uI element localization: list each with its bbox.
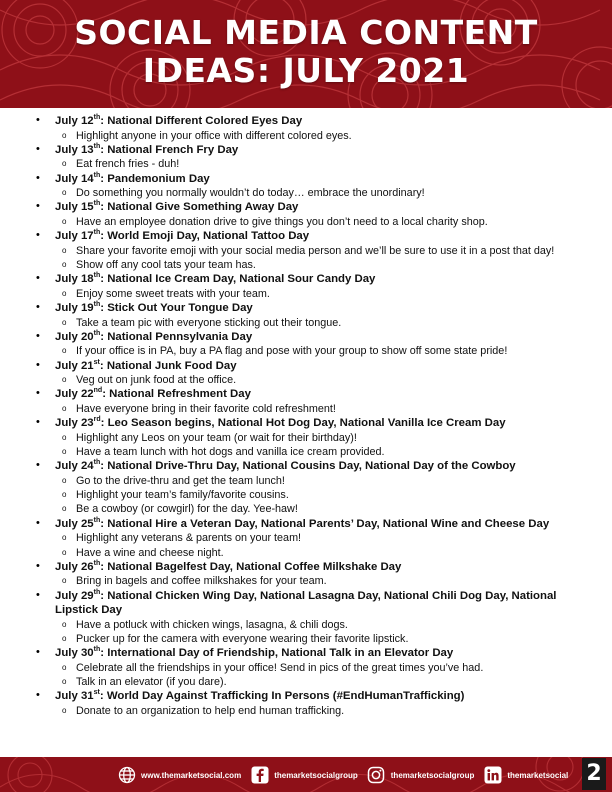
day-name: : National Bagelfest Day, National Coffee Milkshake Day — [100, 560, 402, 573]
day-suffix: th — [93, 588, 101, 596]
idea-text: Bring in bagels and coffee milkshakes for your team. — [76, 575, 327, 588]
day-heading — [55, 200, 582, 215]
list-item — [36, 200, 582, 229]
day-date: July 15 — [55, 201, 94, 214]
idea-item — [55, 258, 582, 272]
footer-links — [116, 764, 568, 786]
day-date: July 19 — [55, 302, 94, 315]
facebook-icon — [249, 765, 270, 786]
idea-item — [55, 618, 582, 632]
page-number: 2 — [582, 758, 606, 790]
bullet-icon: • — [36, 329, 40, 342]
circle-bullet-icon: o — [62, 633, 67, 643]
list-item — [36, 359, 582, 388]
idea-item — [55, 502, 582, 516]
day-suffix: st — [93, 358, 100, 366]
bullet-icon: • — [36, 301, 40, 314]
day-date: July 30 — [55, 647, 94, 660]
idea-text: Highlight any Leos on your team (or wait for their birthday)! — [76, 431, 357, 444]
ideas-sublist — [55, 431, 582, 460]
linkedin-link[interactable]: themarketsocial — [507, 770, 569, 780]
idea-item — [55, 574, 582, 588]
idea-item — [55, 675, 582, 689]
day-name: : National Pennsylvania Day — [100, 330, 253, 343]
list-item — [36, 172, 582, 201]
day-date: July 25 — [55, 517, 94, 530]
day-name: : National Refreshment Day — [102, 388, 251, 401]
day-suffix: nd — [93, 387, 103, 395]
day-suffix: th — [93, 229, 101, 237]
list-item — [36, 330, 582, 359]
day-date: July 13 — [55, 143, 94, 156]
idea-text: Highlight your team’s family/favorite cousins. — [76, 489, 289, 502]
globe-icon — [116, 765, 137, 786]
idea-text: Have a wine and cheese night. — [76, 546, 224, 559]
list-item — [36, 143, 582, 172]
circle-bullet-icon: o — [62, 705, 67, 715]
day-suffix: th — [93, 143, 101, 150]
bullet-icon: • — [36, 200, 40, 213]
circle-bullet-icon: o — [62, 576, 67, 586]
title-line-1: SOCIAL MEDIA CONTENT — [74, 13, 538, 52]
circle-bullet-icon: o — [62, 432, 67, 442]
idea-item — [55, 129, 582, 143]
circle-bullet-icon: o — [62, 375, 67, 385]
idea-text: Have an employee donation drive to give things you don’t need to a local charity shop. — [76, 215, 488, 228]
day-date: July 12 — [55, 115, 94, 127]
list-item — [36, 560, 582, 589]
instagram-icon — [366, 765, 387, 786]
bullet-icon: • — [36, 358, 40, 371]
idea-item — [55, 344, 582, 358]
list-item — [36, 689, 582, 718]
day-heading — [55, 517, 582, 532]
facebook-link[interactable]: themarketsocialgroup — [274, 770, 358, 780]
day-heading — [55, 387, 582, 402]
idea-item — [55, 186, 582, 200]
list-item — [36, 459, 582, 516]
idea-item — [55, 402, 582, 416]
idea-item — [55, 704, 582, 718]
day-heading — [55, 560, 582, 575]
day-suffix: th — [93, 459, 101, 467]
circle-bullet-icon: o — [62, 403, 67, 413]
day-date: July 14 — [55, 172, 94, 185]
idea-text: Share your favorite emoji with your social media person and we’ll be sure to use it in a post that day! — [76, 244, 555, 257]
ideas-list — [36, 114, 582, 718]
day-name: : World Day Against Trafficking In Persons (#EndHumanTrafficking) — [99, 690, 465, 703]
circle-bullet-icon: o — [62, 288, 67, 298]
day-date: July 29 — [55, 589, 94, 602]
circle-bullet-icon: o — [62, 346, 67, 356]
list-item — [36, 517, 582, 560]
day-name: : National Give Something Away Day — [100, 201, 299, 214]
day-suffix: st — [93, 689, 100, 697]
idea-text: Veg out on junk food at the office. — [76, 374, 237, 387]
circle-bullet-icon: o — [62, 317, 67, 327]
day-heading — [55, 272, 582, 287]
circle-bullet-icon: o — [62, 619, 67, 629]
linkedin-icon — [482, 765, 503, 786]
ideas-sublist — [55, 704, 582, 718]
day-date: July 24 — [55, 460, 94, 473]
circle-bullet-icon: o — [62, 677, 67, 687]
ideas-sublist — [55, 474, 582, 517]
ideas-sublist — [55, 186, 582, 200]
list-item — [36, 114, 582, 143]
bullet-icon: • — [36, 416, 40, 429]
list-item — [36, 416, 582, 459]
idea-item — [55, 244, 582, 258]
circle-bullet-icon: o — [62, 533, 67, 543]
day-date: July 23 — [55, 417, 94, 430]
day-suffix: rd — [93, 416, 101, 424]
idea-item — [55, 287, 582, 301]
idea-text: Go to the drive-thru and get the team lunch! — [76, 474, 285, 487]
day-name: : National Hire a Veteran Day, National Parents’ Day, National Wine and Cheese Day — [100, 517, 550, 530]
list-item — [36, 387, 582, 416]
circle-bullet-icon: o — [62, 662, 67, 672]
day-suffix: th — [93, 516, 101, 524]
idea-item — [55, 215, 582, 229]
header-banner — [0, 0, 612, 108]
day-date: July 20 — [55, 330, 94, 343]
idea-text: Do something you normally wouldn’t do today… embrace the unordinary! — [76, 187, 425, 200]
day-name: : National Ice Cream Day, National Sour Candy Day — [100, 273, 376, 286]
idea-item — [55, 474, 582, 488]
circle-bullet-icon: o — [62, 245, 67, 255]
day-name: : National Drive-Thru Day, National Cousins Day, National Day of the Cowboy — [100, 460, 516, 473]
day-date: July 17 — [55, 230, 94, 243]
day-name: : International Day of Friendship, National Talk in an Elevator Day — [100, 647, 454, 660]
day-suffix: th — [93, 272, 101, 280]
ideas-sublist — [55, 618, 582, 647]
list-item — [36, 272, 582, 301]
bullet-icon: • — [36, 171, 40, 184]
circle-bullet-icon: o — [62, 504, 67, 514]
day-name: : National Junk Food Day — [99, 359, 237, 372]
idea-text: Be a cowboy (or cowgirl) for the day. Yee-haw! — [76, 503, 298, 516]
ideas-sublist — [55, 215, 582, 229]
day-heading — [55, 589, 582, 618]
day-date: July 26 — [55, 560, 94, 573]
idea-item — [55, 632, 582, 646]
ideas-sublist — [55, 574, 582, 588]
list-item — [36, 589, 582, 647]
idea-item — [55, 373, 582, 387]
ideas-sublist — [55, 661, 582, 690]
ideas-sublist — [55, 316, 582, 330]
idea-text: Highlight any veterans & parents on your team! — [76, 532, 302, 545]
bullet-icon: • — [36, 689, 40, 702]
list-item — [36, 646, 582, 689]
day-heading — [55, 229, 582, 244]
circle-bullet-icon: o — [62, 547, 67, 557]
day-name: : National Chicken Wing Day, National Lasagna Day, National Chili Dog Day, National Lipstick Day — [55, 589, 557, 617]
day-date: July 21 — [55, 359, 94, 372]
day-heading — [55, 459, 582, 474]
day-heading — [55, 143, 582, 158]
bullet-icon: • — [36, 387, 40, 400]
circle-bullet-icon: o — [62, 447, 67, 457]
ideas-sublist — [55, 402, 582, 416]
bullet-icon: • — [36, 229, 40, 242]
day-heading — [55, 330, 582, 345]
day-heading — [55, 689, 582, 704]
day-suffix: th — [93, 330, 101, 338]
bullet-icon: • — [36, 559, 40, 572]
idea-text: Have a team lunch with hot dogs and vanilla ice cream provided. — [76, 446, 385, 459]
page-title — [0, 14, 612, 90]
day-name: : Stick Out Your Tongue Day — [100, 302, 253, 315]
circle-bullet-icon: o — [62, 490, 67, 500]
ideas-sublist — [55, 157, 582, 171]
day-suffix: th — [93, 171, 101, 179]
day-heading — [55, 301, 582, 316]
idea-item — [55, 546, 582, 560]
bullet-icon: • — [36, 114, 40, 126]
idea-text: Highlight anyone in your office with different colored eyes. — [76, 129, 352, 142]
idea-text: Talk in an elevator (if you dare). — [76, 676, 227, 689]
instagram-link[interactable]: themarketsocialgroup — [390, 770, 475, 780]
idea-item — [55, 157, 582, 171]
day-name: : National French Fry Day — [100, 143, 239, 156]
idea-item — [55, 316, 582, 330]
ideas-sublist — [55, 344, 582, 358]
bullet-icon: • — [36, 516, 40, 529]
day-heading — [55, 359, 582, 374]
bullet-icon: • — [36, 646, 40, 659]
day-name: : World Emoji Day, National Tattoo Day — [100, 230, 310, 243]
idea-item — [55, 431, 582, 445]
idea-item — [55, 488, 582, 502]
bullet-icon: • — [36, 588, 40, 601]
day-suffix: th — [93, 114, 101, 122]
idea-text: Show off any cool tats your team has. — [76, 258, 256, 271]
content-area — [36, 114, 582, 718]
day-date: July 31 — [55, 690, 94, 703]
idea-item — [55, 661, 582, 675]
day-name: : Leo Season begins, National Hot Dog Day, National Vanilla Ice Cream Day — [100, 417, 506, 430]
circle-bullet-icon: o — [62, 159, 67, 169]
bullet-icon: • — [36, 459, 40, 472]
day-heading — [55, 172, 582, 187]
circle-bullet-icon: o — [62, 130, 67, 140]
ideas-sublist — [55, 531, 582, 560]
footer-banner — [0, 757, 612, 792]
day-name: : National Different Colored Eyes Day — [100, 115, 303, 127]
idea-text: Have everyone bring in their favorite cold refreshment! — [76, 402, 336, 415]
ideas-sublist — [55, 129, 582, 143]
idea-text: Take a team pic with everyone sticking out their tongue. — [76, 316, 342, 329]
idea-item — [55, 445, 582, 459]
idea-text: Pucker up for the camera with everyone wearing their favorite lipstick. — [76, 632, 409, 645]
ideas-sublist — [55, 373, 582, 387]
day-suffix: th — [93, 200, 101, 208]
ideas-sublist — [55, 244, 582, 273]
circle-bullet-icon: o — [62, 188, 67, 198]
day-name: : Pandemonium Day — [100, 172, 210, 185]
day-heading — [55, 416, 582, 431]
title-line-2: IDEAS: JULY 2021 — [142, 51, 470, 90]
website-link[interactable]: www.themarketsocial.com — [141, 770, 242, 780]
bullet-icon: • — [36, 272, 40, 285]
ideas-sublist — [55, 287, 582, 301]
day-heading — [55, 646, 582, 661]
day-heading — [55, 114, 582, 129]
idea-text: Enjoy some sweet treats with your team. — [76, 287, 270, 300]
idea-text: Donate to an organization to help end human trafficking. — [76, 704, 345, 717]
idea-text: Celebrate all the friendships in your office! Send in pics of the great times you’ve had. — [76, 661, 484, 674]
day-suffix: th — [93, 646, 101, 654]
circle-bullet-icon: o — [62, 216, 67, 226]
idea-text: Eat french fries - duh! — [76, 158, 180, 171]
day-suffix: th — [93, 301, 101, 309]
circle-bullet-icon: o — [62, 259, 67, 269]
list-item — [36, 301, 582, 330]
day-date: July 18 — [55, 273, 94, 286]
idea-text: If your office is in PA, buy a PA flag and pose with your group to show off some state pride! — [76, 345, 508, 358]
bullet-icon: • — [36, 142, 40, 155]
circle-bullet-icon: o — [62, 475, 67, 485]
idea-item — [55, 531, 582, 545]
day-suffix: th — [93, 560, 101, 568]
day-date: July 22 — [55, 388, 94, 401]
idea-text: Have a potluck with chicken wings, lasagna, & chili dogs. — [76, 618, 348, 631]
list-item — [36, 229, 582, 272]
